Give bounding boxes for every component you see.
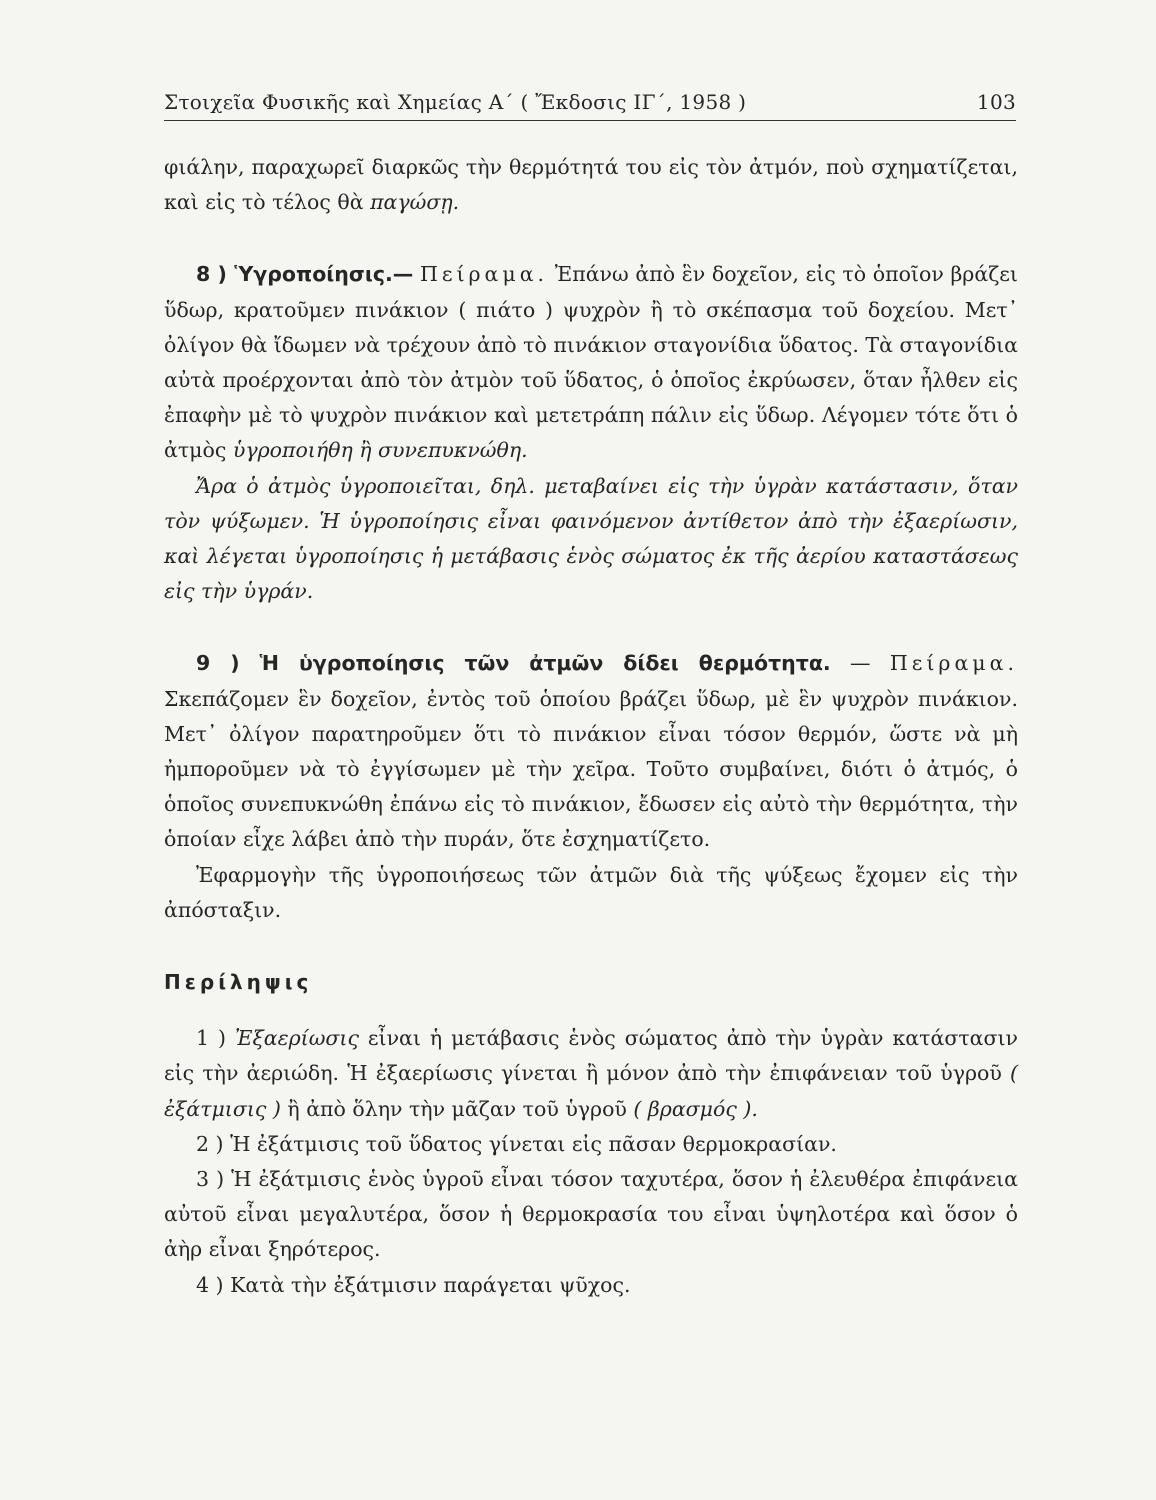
page-header xyxy=(164,88,1016,121)
intro-paragraph xyxy=(164,150,1018,220)
intro-italic: παγώσῃ. xyxy=(370,190,460,215)
summary-item-1-boiling: ( βρασμός ). xyxy=(633,1096,758,1121)
section-8-italic: ὑγροποιήθη ἢ συνεπυκνώθη. xyxy=(232,438,528,463)
section-9-dash: — xyxy=(830,651,890,676)
running-title: Στοιχεῖα Φυσικῆς καὶ Χημείας Α΄ ( Ἔκδοσις ΙΓ΄, 1958 ) xyxy=(164,90,747,114)
summary-item-1-number: 1 ) xyxy=(196,1026,235,1051)
summary-item-2: 2 ) Ἡ ἐξάτμισις τοῦ ὕδατος γίνεται εἰς πᾶσαν θερμοκρασίαν. xyxy=(196,1131,837,1156)
section-9-application: Ἐφαρμογὴν τῆς ὑγροποιήσεως τῶν ἀτμῶν διὰ τῆς ψύξεως ἔχομεν εἰς τὴν ἀπόσταξιν. xyxy=(164,862,1018,922)
section-8-conclusion: Ἄρα ὁ ἀτμὸς ὑγροποιεῖται, δηλ. μεταβαίνει εἰς τὴν ὑγρὰν κατάστασιν, ὅταν τὸν ψύξωμεν. Ἡ ὑγροποίησις εἶναι φαινόμενον ἀντίθετον ἀπὸ τὴν ἐξαερίωσιν, καὶ λέγεται ὑγροποίησις ἡ μετάβασις ἑνὸς σώματος ἐκ τῆς ἀερίου καταστάσεως εἰς τὴν ὑγράν. xyxy=(164,473,1018,604)
section-9-experiment-label: Πείραμα. xyxy=(889,651,1018,676)
section-8-text: Ἐπάνω ἀπὸ ἓν δοχεῖον, εἰς τὸ ὁποῖον βράζει ὕδωρ, κρατοῦμεν πινάκιον ( πιάτο ) ψυχρὸν ἢ τὸ σκέπασμα τοῦ δοχείου. Μετ᾽ ὀλίγον θὰ ἴδωμεν νὰ τρέχουν ἀπὸ τὸ πινάκιον σταγονίδια ὕδατος. Τὰ σταγονίδια αὐτὰ προέρχονται ἀπὸ τὸν ἀτμὸν τοῦ ὕδατος, ὁ ὁποῖος ἐκρύωσεν, ὅταν ἦλθεν εἰς ἐπαφὴν μὲ τὸ ψυχρὸν πινάκιον καὶ μετετράπη πάλιν εἰς ὕδωρ. Λέγομεν τότε ὅτι ὁ ἀτμὸς xyxy=(164,262,1018,463)
intro-text: φιάλην, παραχωρεῖ διαρκῶς τὴν θερμότητά του εἰς τὸν ἀτμόν, ποὺ σχηματίζεται, καὶ εἰς τὸ τέλος θὰ xyxy=(164,155,1018,215)
summary-item-1-evaporation: ( ἐξάτμισις ) xyxy=(164,1061,1018,1121)
summary-title: Περίληψις xyxy=(164,970,313,995)
summary-item-4: 4 ) Κατὰ τὴν ἐξάτμισιν παράγεται ψῦχος. xyxy=(196,1272,631,1297)
summary-item-3: 3 ) Ἡ ἐξάτμισις ἑνὸς ὑγροῦ εἶναι τόσον ταχυτέρα, ὅσον ἡ ἐλευθέρα ἐπιφάνεια αὐτοῦ εἶναι μεγαλυτέρα, ὅσον ἡ θερμοκρασία του εἶναι ὑψηλοτέρα καὶ ὅσον ὁ ἀὴρ εἶναι ξηρότερος. xyxy=(164,1167,1018,1262)
body-text xyxy=(164,150,1018,1303)
section-8-heading: 8 ) Ὑγροποίησις.— xyxy=(196,262,414,287)
summary-item-1-term: Ἐξαερίωσις xyxy=(235,1026,359,1051)
section-9-paragraph xyxy=(164,646,1018,857)
summary-item-1-text-2: ἢ ἀπὸ ὅλην τὴν μᾶζαν τοῦ ὑγροῦ xyxy=(280,1096,634,1121)
section-8-paragraph xyxy=(164,257,1018,468)
section-9-text: Σκεπάζομεν ἓν δοχεῖον, ἐντὸς τοῦ ὁποίου βράζει ὕδωρ, μὲ ἓν ψυχρὸν πινάκιον. Μετ᾽ ὀλίγον παρατηροῦμεν ὅτι τὸ πινάκιον εἶναι τόσον θερμόν, ὥστε νὰ μὴ ἠμποροῦμεν νὰ τὸ ἐγγίσωμεν μὲ τὴν χεῖρα. Τοῦτο συμβαίνει, διότι ὁ ἀτμός, ὁ ὁποῖος συνεπυκνώθη ἐπάνω εἰς τὸ πινάκιον, ἔδωσεν εἰς αὐτὸ τὴν θερμότητα, τὴν ὁποίαν εἶχε λάβει ἀπὸ τὴν πυράν, ὅτε ἐσχηματίζετο. xyxy=(164,686,1018,852)
section-8-experiment-label: Πείραμα. xyxy=(419,262,549,287)
page-number: 103 xyxy=(976,90,1016,114)
summary-item-1-text: εἶναι ἡ μετάβασις ἑνὸς σώματος ἀπὸ τὴν ὑγρὰν κατάστασιν εἰς τὴν ἀεριώδη. Ἡ ἐξαερίωσις γίνεται ἢ μόνον ἀπὸ τὴν ἐπιφάνειαν τοῦ ὑγροῦ xyxy=(164,1026,1019,1086)
summary-item-1 xyxy=(164,1021,1018,1127)
section-9-heading: 9 ) Ἡ ὑγροποίησις τῶν ἀτμῶν δίδει θερμότητα. xyxy=(196,651,831,676)
